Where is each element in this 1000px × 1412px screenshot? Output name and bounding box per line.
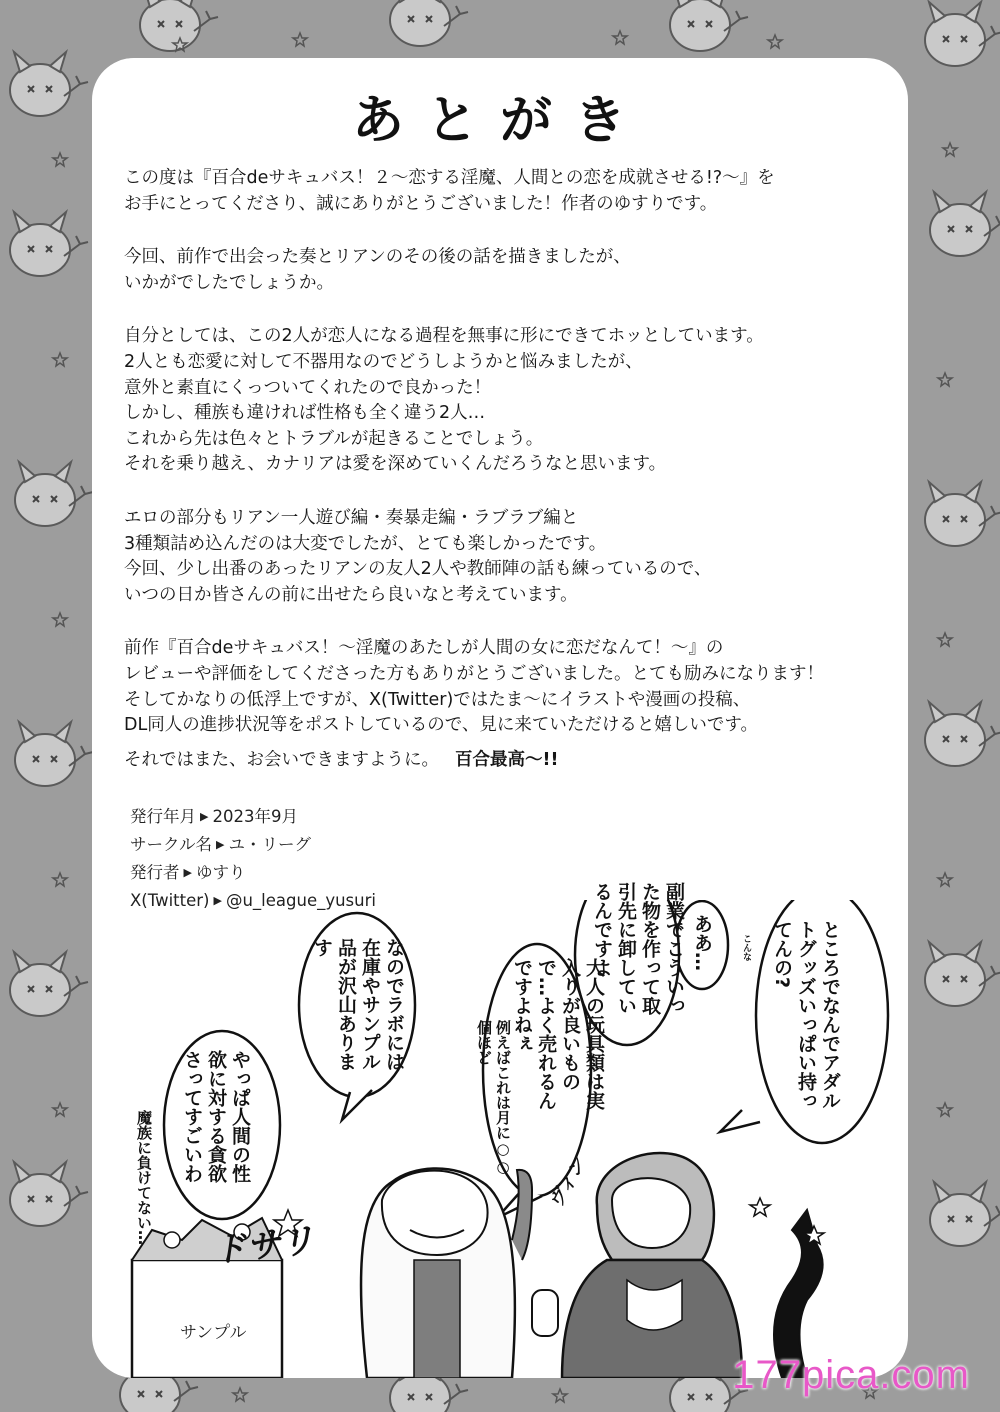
colophon-label: 発行年月 <box>130 807 196 826</box>
colophon-row <box>130 860 376 888</box>
speech-bubble-right: ところでなんでアダルトグッズいっぱい持ってんの? <box>771 920 841 1110</box>
text-line: 3種類詰め込んだのは大変でしたが、とても楽しかったです。 <box>124 533 607 554</box>
arrow-right-icon: ▶ <box>200 810 209 823</box>
colophon-label: X(Twitter) <box>130 891 210 910</box>
closing-text: それではまた、お会いできますように。 <box>124 750 439 770</box>
arrow-right-icon: ▶ <box>213 894 222 907</box>
arrow-right-icon: ▶ <box>183 866 192 879</box>
text-line: そしてかなりの低浮上ですが、X(Twitter)ではたま〜にイラストや漫画の投稿、 <box>124 689 751 710</box>
colophon-value: @u_league_yusuri <box>225 891 376 910</box>
ruby-text: こんな <box>741 934 751 961</box>
colophon-value: ユ・リーグ <box>228 835 311 854</box>
text-line: エロの部分もリアン一人遊び編・奏暴走編・ラブラブ編と <box>124 507 579 528</box>
watermark: 177pica.com <box>732 1353 970 1397</box>
sfx-dosari: ドサリ <box>210 1220 317 1272</box>
text-line: 前作『百合deサキュバス！〜淫魔のあたしが人間の女に恋だなんて！〜』の <box>124 638 724 659</box>
caption-mazoku: 魔族に負けてない… <box>135 1110 153 1245</box>
closing-emphasis: 百合最高〜!! <box>455 750 559 770</box>
text-line: 2人とも恋愛に対して不器用なのでどうしようかと悩みましたが、 <box>124 351 643 372</box>
text-line: この度は『百合deサキュバス！２〜恋する淫魔、人間との恋を成就させる!?〜』を <box>124 168 775 188</box>
colophon-label: サークル名 <box>130 835 213 854</box>
text-line: それを乗り越え、カナリアは愛を深めていくんだろうなと思います。 <box>124 454 667 475</box>
text-line: いかがでしたでしょうか。 <box>124 272 334 293</box>
speech-bubble-yappa: やっぱ人間の性欲に対する貪欲さってすごいわ <box>181 1050 251 1183</box>
paragraph <box>124 636 904 738</box>
speech-bubble-tatoeba: 例えばこれは月に○○個ほど <box>475 1020 512 1176</box>
comic-illustration <box>92 882 908 1378</box>
speech-bubble-otona: 大人の玩具類は実入りが良いもので…よく売れるんですよねぇ <box>511 958 605 1110</box>
text-line: いつの日か皆さんの前に出せたら良いなと考えています。 <box>124 584 578 605</box>
closing-line <box>124 746 558 771</box>
page-title: あとがき <box>351 91 648 151</box>
text-line: 今回、少し出番のあったリアンの友人2人や教師陣の話も練っているので、 <box>124 559 712 580</box>
afterword-body <box>124 166 904 767</box>
colophon-row <box>130 804 376 832</box>
arrow-right-icon: ▶ <box>216 838 225 851</box>
paragraph <box>124 245 904 296</box>
text-line: レビューや評価をしてくださった方もありがとうございました。とても励みになります！ <box>124 663 824 684</box>
speech-bubble-labo: なのでラボには在庫やサンプル品が沢山あります <box>311 938 405 1071</box>
paragraph <box>124 324 904 478</box>
box-label: サンプル <box>180 1323 247 1343</box>
colophon-label: 発行者 <box>130 863 180 882</box>
colophon-value: 2023年9月 <box>212 807 298 826</box>
text-line: DL同人の進捗状況等をポストしているので、見に来ていただけると嬉しいです。 <box>124 715 758 736</box>
text-line: 自分としては、この2人が恋人になる過程を無事に形にできてホッとしています。 <box>124 326 764 347</box>
text-line: 意外と素直にくっついてくれたので良かった！ <box>124 377 492 398</box>
colophon-row <box>130 832 376 860</box>
sfx-vin: ヴィン <box>545 1155 591 1212</box>
text-line: お手にとってくださり、誠にありがとうございました！作者のゆすりです。 <box>124 193 718 214</box>
speech-bubble-fukugyou: 副業でこういった物を作って取引先に卸しているんですよ <box>591 882 685 1015</box>
text-line: 今回、前作で出会った奏とリアンのその後の話を描きましたが、 <box>124 247 631 268</box>
paragraph <box>124 506 904 608</box>
colophon-value: ゆすり <box>195 863 246 882</box>
paragraph <box>124 166 904 217</box>
text-line: しかし、種族も違ければ性格も全く違う2人… <box>124 403 486 424</box>
speech-bubble-aa: ああ… <box>691 914 713 971</box>
text-line: これから先は色々とトラブルが起きることでしょう。 <box>124 428 544 449</box>
